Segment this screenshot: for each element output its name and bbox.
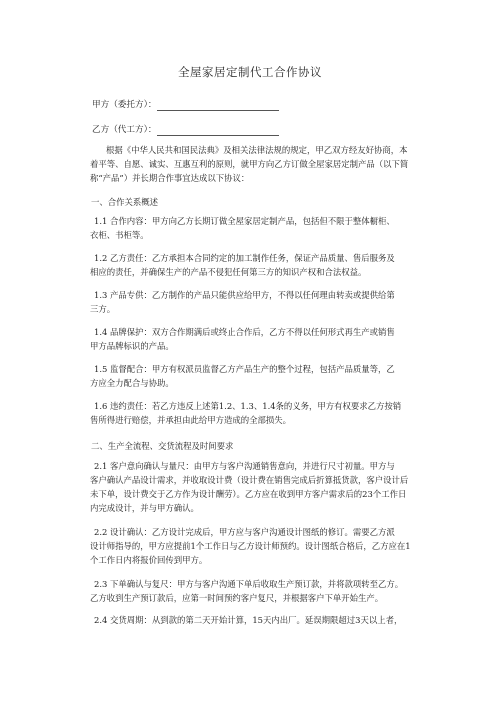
clause-line: 2.1 客户意向确认与量尺：由甲方与客户沟通销售意向，并进行尺寸初量。甲方与 xyxy=(94,461,395,471)
clause-2-2 xyxy=(90,525,425,567)
clause-line: 方应全力配合与协助。 xyxy=(90,378,174,388)
clause-line: 相应的责任，并确保生产的产品不侵犯任何第三方的知识产权和合法权益。 xyxy=(90,267,367,277)
intro-line: 着平等、自愿、诚实、互惠互利的原则，就甲方向乙方订做全屋家居定制产品（以下简 xyxy=(90,159,409,169)
clause-1-4 xyxy=(90,325,425,353)
clause-2-1 xyxy=(90,459,425,515)
clause-line: 1.3 产品专供：乙方制作的产品只能供应给甲方，不得以任何理由转卖或提供给第 xyxy=(94,290,395,300)
clause-1-2 xyxy=(90,251,425,279)
clause-2-3 xyxy=(90,577,425,605)
clause-line: 衣柜、书柜等。 xyxy=(90,230,149,240)
clause-line: 售所得进行赔偿，并承担由此给甲方造成的全部损失。 xyxy=(90,415,291,425)
clause-line: 2.3 下单确认与复尺：甲方与客户沟通下单后收取生产预订款，并将款项转至乙方。 xyxy=(94,579,404,589)
clause-1-6 xyxy=(90,399,425,427)
clause-line: 三方。 xyxy=(90,304,116,314)
section-1-heading: 一、合作关系概述 xyxy=(91,197,158,207)
clause-line: 乙方收到生产预订款后，应第一时间预约客户复尺，并根据客户下单开始生产。 xyxy=(90,593,384,603)
clause-line: 设计师指导的，甲方应提前1个工作日与乙方设计师预约。设计图纸合格后，乙方应在1 xyxy=(90,541,411,551)
clause-line: 1.4 品牌保护：双方合作期满后或终止合作后，乙方不得以任何形式再生产或销售 xyxy=(94,327,395,337)
intro-paragraph xyxy=(90,143,425,185)
party-a-row xyxy=(92,99,279,111)
party-b-row xyxy=(92,124,279,136)
clause-line: 1.5 监督配合：甲方有权派员监督乙方产品生产的整个过程，包括产品质量等，乙 xyxy=(94,364,395,374)
clause-line: 1.1 合作内容：甲方向乙方长期订做全屋家居定制产品，包括但不限于整体橱柜、 xyxy=(94,216,395,226)
clause-line: 1.6 违约责任：若乙方违反上述第1.2、1.3、1.4条的义务，甲方有权要求乙方按销 xyxy=(94,401,402,411)
document-title: 全屋家居定制代工合作协议 xyxy=(178,65,322,79)
clause-line: 客户确认产品设计需求，并收取设计费（设计费在销售完成后折算抵货款，客户设计后 xyxy=(90,475,409,485)
clause-1-5 xyxy=(90,362,425,390)
clause-line: 2.4 交货周期：从到款的第二天开始计算，15天内出厂。延误期限超过3天以上者， xyxy=(94,615,403,625)
clause-1-1 xyxy=(90,214,425,242)
section-2-heading: 二、生产全流程、交货流程及时间要求 xyxy=(91,441,234,451)
party-a-label: 甲方（委托方）： xyxy=(92,100,157,110)
clause-line: 1.2 乙方责任：乙方承担本合同约定的加工制作任务，保证产品质量、售后服务及 xyxy=(94,253,395,263)
intro-line: 根据《中华人民共和国民法典》及相关法律法规的规定，甲乙双方经友好协商，本 xyxy=(106,145,408,155)
clause-line: 个工作日内将报价回传到甲方。 xyxy=(90,555,208,565)
party-b-blank xyxy=(157,126,279,136)
party-a-blank xyxy=(157,101,279,111)
party-b-label: 乙方（代工方）： xyxy=(92,125,157,135)
clause-1-3 xyxy=(90,288,425,316)
intro-line: 称“产品”）并长期合作事宜达成以下协议： xyxy=(90,173,250,183)
clause-line: 未下单，设计费交于乙方作为设计酬劳）。乙方应在收到甲方客户需求后的23个工作日 xyxy=(90,489,407,499)
clause-line: 2.2 设计确认：乙方设计完成后，甲方应与客户沟通设计图纸的修订。需要乙方派 xyxy=(94,527,395,537)
clause-2-4 xyxy=(90,613,425,627)
clause-line: 内完成设计，并与甲方确认。 xyxy=(90,503,199,513)
clause-line: 甲方品牌标识的产品。 xyxy=(90,341,174,351)
